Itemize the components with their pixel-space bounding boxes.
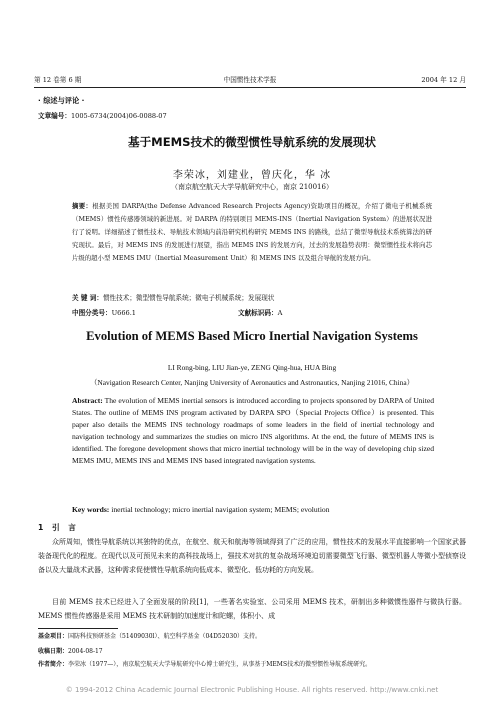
copyright-notice: © 1994-2012 China Academic Journal Electronic Publishing House. All rights reserved. http://www.cnki.net: [65, 686, 439, 694]
column-tag: · 综述与评论 ·: [38, 96, 85, 105]
clc-value: U666.1: [111, 309, 136, 317]
footnote-label: 基金项目：: [38, 633, 69, 640]
footnote-text: 国防科技预研基金（51409030l）、航空科学基金（04D52030）支持。: [68, 633, 262, 640]
title-en: Evolution of MEMS Based Micro Inertial Navigation Systems: [86, 329, 418, 343]
authors-en: LI Rong-bing, LIU Jian-ye, ZENG Qing-hua, HUA Bing: [167, 363, 337, 372]
affiliation-en: （Navigation Research Center, Nanjing University of Aeronautics and Astronautics, Nanjing 21016, China）: [89, 378, 414, 387]
doc-code-value: A: [277, 309, 283, 317]
footnote-author-bio: [38, 659, 468, 668]
abstract-cn-label: 摘要：: [72, 202, 93, 210]
abstract-en-text: The evolution of MEMS inertial sensors is introduced according to projects sponsored by DARPA of United States. The outline of MEMS INS program activated by DARPA SPO（Special Projects Office）is presented. This paper also details the MEMS INS technology roadmaps of some leaders in the field of inertial technology and navigation technology and summarizes the studies on micro INS algorithms. At the end, the future of MEMS INS is identified. The foregone development shows that micro inertial technology will be in the way of developing chip sized MEMS IMU, MEMS INS and MEMS INS based integrated navigation systems.: [72, 396, 434, 465]
footnote-text: 2004-08-17: [68, 648, 103, 655]
keywords-cn: [72, 292, 432, 302]
keywords-en-label: Key words:: [72, 505, 110, 514]
running-header-volume: 第 12 卷第 6 期: [34, 76, 82, 84]
body-paragraph: 目前 MEMS 技术已经进入了全面发展的阶段[1]，一些著名实验室、公司采用 MEMS 技术，研制出多种微惯性器件与微执行器。MEMS 惯性传感器是采用 MEMS 技术研制的加速度计和陀螺，体积小、成: [38, 598, 466, 621]
article-number-value: 1005-6734(2004)06-0088-07: [70, 112, 167, 120]
abstract-en: [72, 395, 434, 467]
keywords-cn-label: 关 键 词：: [72, 294, 103, 302]
running-header-journal: 中国惯性技术学报: [223, 76, 277, 84]
body-paragraph: 众所周知，惯性导航系统以其独特的优点，在航空、航天和航海等领域得到了广泛的应用，惯性技术的发展水平直接影响一个国家武器装备现代化的程度。在现代以及可预见未来的高科技战场上，强技术对抗的复杂战场环境迫切需要微型飞行器、微型机器人等微小型侦察设备以及大量战术武器，这种需求促使惯性导航系统向低成本、微型化、低功耗的方向发展。: [38, 538, 466, 575]
keywords-en: [72, 505, 434, 514]
running-header: [34, 74, 466, 86]
keywords-en-text: inertial technology; micro inertial navigation system; MEMS; evolution: [109, 505, 330, 514]
footnote-funding: [38, 631, 468, 640]
article-number-label: 文章编号：: [38, 112, 71, 120]
clc-label: 中图分类号：: [72, 309, 112, 317]
abstract-cn-text: 根据美国 DARPA(the Defense Advanced Research Projects Agency)资助项目的概况，介绍了微电子机械系统（MEMS）惯性传感器领域的新进展。对 DARPA 的特别项目 MEMS-INS（Inertial Navigation System）的进展状况进行了说明。详细描述了惯性技术、导航技术领域内前沿研究机构研究 MEMS INS 的路线，总结了微型导航技术系统算法的研究现状。最后，对 MEMS INS 的发展进行展望，指出 MEMS INS 的发展方向，过去的发展趋势表明：微型惯性技术将向芯片级的超小型 MEMS IMU（Inertial Measurement Unit）和 MEMS INS 以及组合导航的发展方向。: [72, 202, 433, 262]
footnote-text: 李荣冰（1977—），南京航空航天大学导航研究中心博士研究生，从事基于MEMS技术的微型惯性导航系统研究。: [68, 661, 372, 668]
keywords-cn-text: 惯性技术；微型惯性导航系统；微电子机械系统；发展现状: [102, 294, 275, 302]
footnote-received: [38, 646, 468, 655]
affiliation-cn: （南京航空航天大学导航研究中心，南京 210016）: [171, 183, 333, 191]
running-header-date: 2004 年 12 月: [421, 76, 466, 84]
abstract-cn: [72, 200, 432, 265]
doc-code: [238, 307, 282, 317]
doc-code-label: 文献标识码：: [238, 309, 278, 317]
footnote-label: 收稿日期：: [38, 648, 69, 655]
section-heading-introduction: [38, 522, 76, 533]
article-number: [38, 110, 167, 120]
abstract-en-label: Abstract:: [72, 396, 103, 405]
authors-cn: 李荣冰，刘建业，曾庆化，华 冰: [172, 170, 332, 181]
section-title: 引 言: [51, 523, 76, 532]
clc-code: [72, 309, 136, 317]
footnote-rule: [38, 628, 118, 629]
section-number: 1: [38, 523, 44, 532]
header-rule: [34, 87, 466, 88]
footnote-label: 作者简介：: [38, 661, 69, 668]
title-cn: 基于MEMS技术的微型惯性导航系统的发展现状: [127, 135, 377, 149]
classification-row: [72, 307, 432, 317]
